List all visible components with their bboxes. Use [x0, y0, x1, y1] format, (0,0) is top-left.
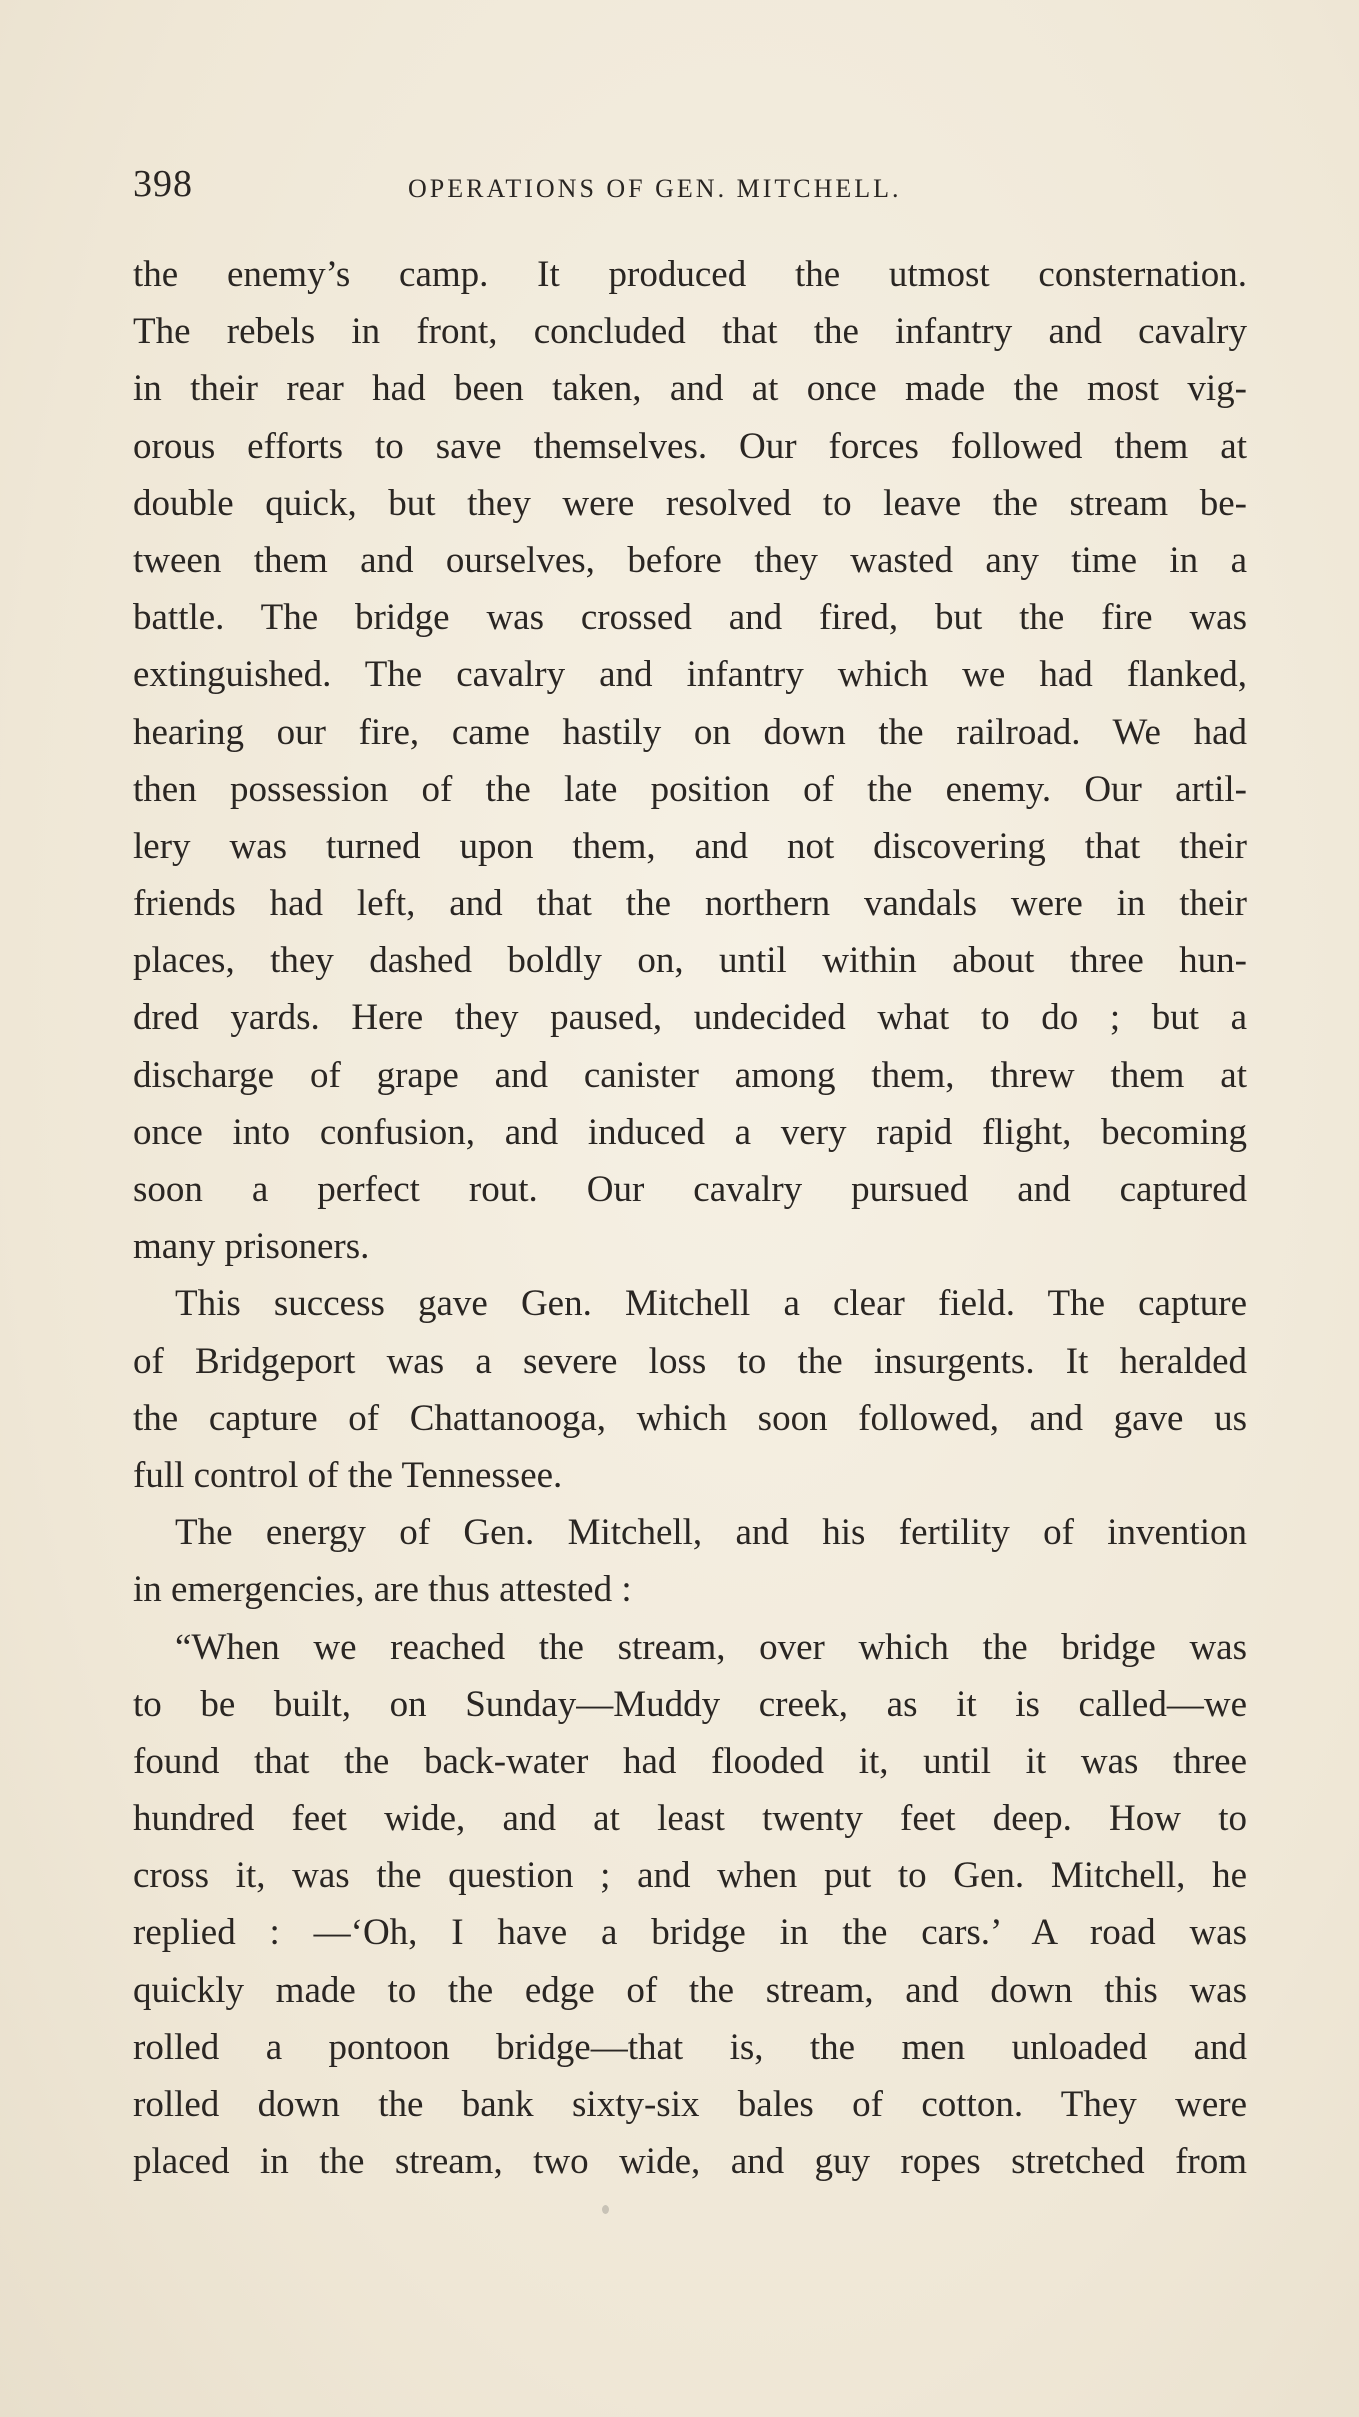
text-line: rolled down the bank sixty-six bales of cotton. They were	[133, 2084, 1247, 2125]
text-line: once into confusion, and induced a very rapid flight, becoming	[133, 1111, 1247, 1153]
text-line: battle. The bridge was crossed and fired, but the fire was	[133, 597, 1247, 639]
text-line: of Bridgeport was a severe loss to the insurgents. It heralded	[133, 1340, 1247, 1382]
body-text	[133, 246, 1247, 2190]
text-line: soon a perfect rout. Our cavalry pursued and captured	[133, 1169, 1247, 1210]
text-line: The rebels in front, concluded that the infantry and cavalry	[133, 311, 1247, 353]
text-line: extinguished. The cavalry and infantry which we had flanked,	[133, 654, 1247, 696]
text-line: found that the back-water had flooded it, until it was three	[133, 1740, 1247, 1782]
text-line: dred yards. Here they paused, undecided what to do ; but a	[133, 997, 1247, 1039]
text-line: “When we reached the stream, over which the bridge was	[175, 1626, 1247, 1668]
text-line: places, they dashed boldly on, until within about three hun-	[133, 940, 1247, 982]
running-head	[133, 162, 1245, 212]
text-line: The energy of Gen. Mitchell, and his fertility of invention	[175, 1512, 1247, 1554]
text-line: tween them and ourselves, before they wasted any time in a	[133, 539, 1247, 581]
page-number: 398	[133, 163, 193, 205]
text-line: rolled a pontoon bridge—that is, the men unloaded and	[133, 2026, 1247, 2068]
running-title: OPERATIONS OF GEN. MITCHELL.	[408, 174, 902, 203]
text-line: the enemy’s camp. It produced the utmost consternation.	[133, 254, 1247, 295]
text-line: cross it, was the question ; and when put to Gen. Mitchell, he	[133, 1855, 1247, 1897]
text-line: discharge of grape and canister among them, threw them at	[133, 1054, 1247, 1096]
text-line: lery was turned upon them, and not discovering that their	[133, 825, 1247, 867]
text-line: quickly made to the edge of the stream, and down this was	[133, 1969, 1247, 2011]
text-line: This success gave Gen. Mitchell a clear field. The capture	[175, 1283, 1247, 1325]
text-line: friends had left, and that the northern vandals were in their	[133, 883, 1247, 925]
text-line: to be built, on Sunday—Muddy creek, as it is called—we	[133, 1683, 1247, 1725]
text-line: replied : —‘Oh, I have a bridge in the cars.’ A road was	[133, 1912, 1247, 1954]
text-line: double quick, but they were resolved to leave the stream be-	[133, 482, 1247, 524]
text-line: full control of the Tennessee.	[133, 1454, 563, 1496]
text-line: in their rear had been taken, and at once made the most vig-	[133, 368, 1247, 410]
text-line: then possession of the late position of the enemy. Our artil-	[133, 768, 1247, 810]
text-line: in emergencies, are thus attested :	[133, 1569, 632, 1611]
text-line: the capture of Chattanooga, which soon followed, and gave us	[133, 1397, 1247, 1439]
paper-speck	[602, 2205, 609, 2214]
text-line: placed in the stream, two wide, and guy ropes stretched from	[133, 2141, 1247, 2183]
text-line: many prisoners.	[133, 1226, 370, 1268]
text-line: hundred feet wide, and at least twenty feet deep. How to	[133, 1798, 1247, 1840]
text-line: orous efforts to save themselves. Our forces followed them at	[133, 425, 1247, 467]
text-line: hearing our fire, came hastily on down the railroad. We had	[133, 711, 1247, 753]
